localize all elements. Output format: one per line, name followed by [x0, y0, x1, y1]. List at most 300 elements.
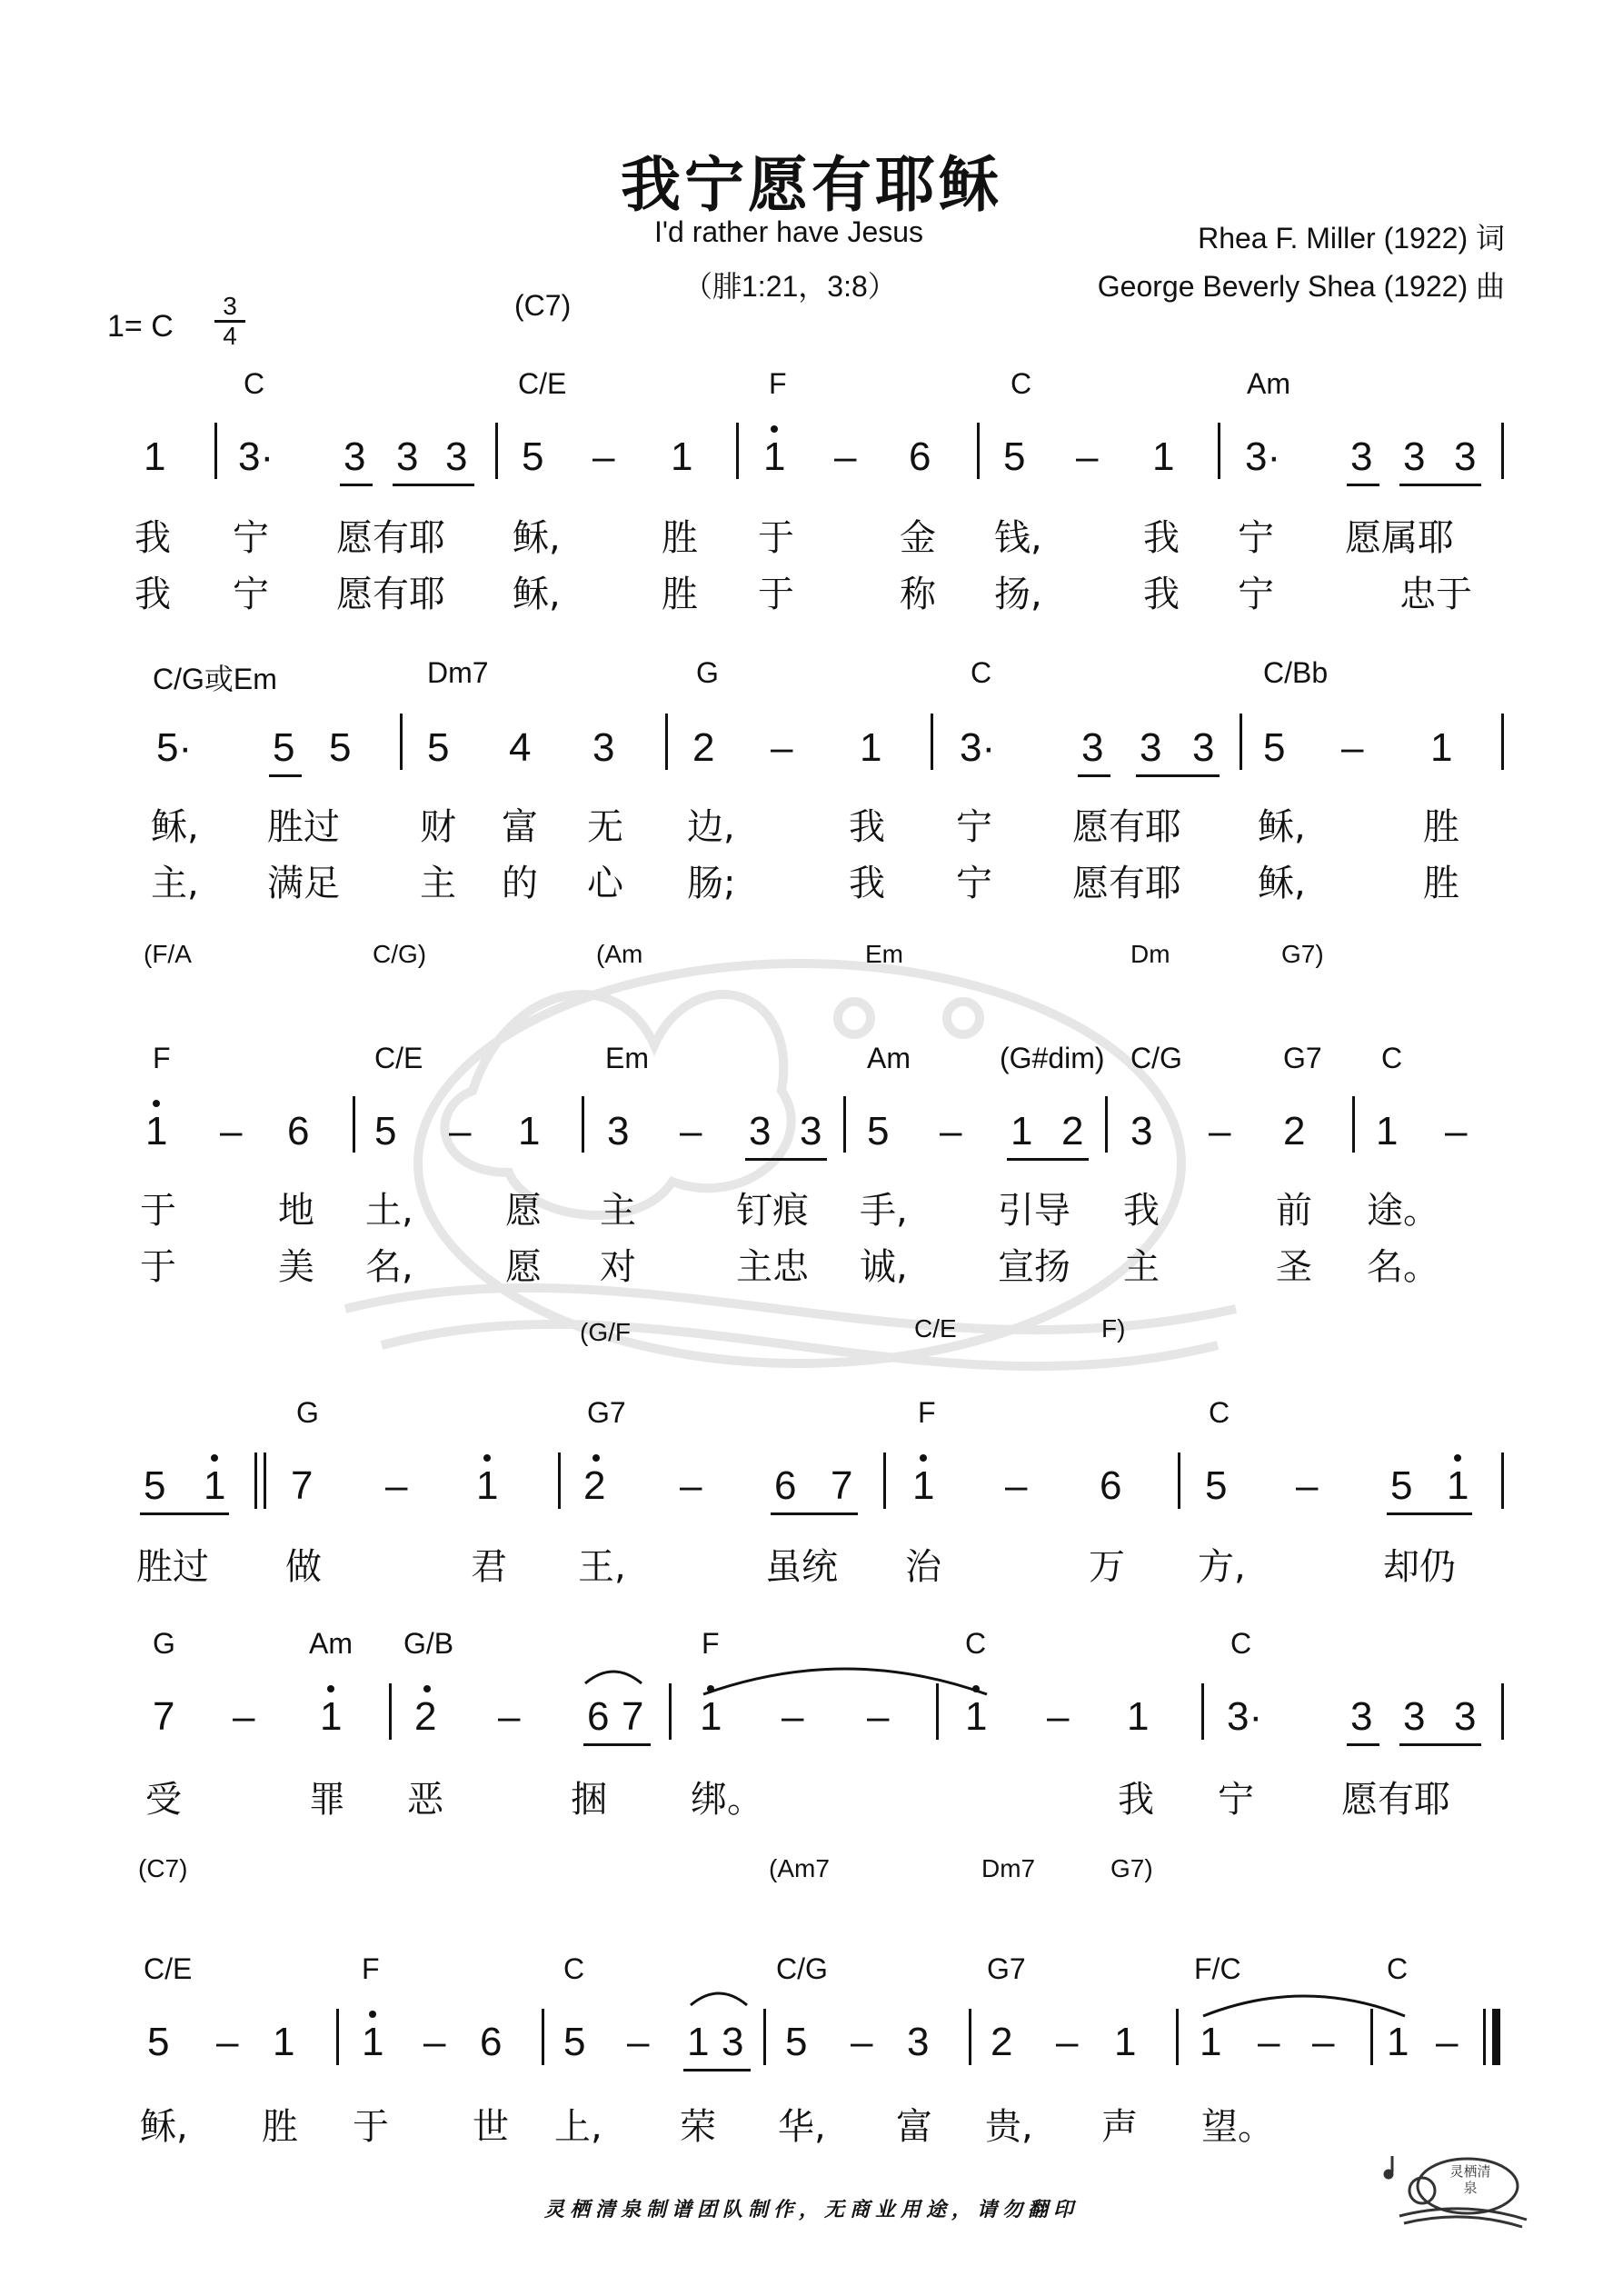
- chord: C: [244, 367, 265, 400]
- lyric: 宁: [956, 863, 992, 904]
- note: 1: [1430, 725, 1453, 770]
- chord: F: [702, 1627, 720, 1660]
- barline: [883, 1452, 886, 1509]
- note: 1: [763, 434, 786, 479]
- alt-chord: (Am: [596, 940, 643, 968]
- barline: [931, 714, 933, 770]
- note: 1: [204, 1463, 226, 1508]
- lyric: 土,: [365, 1190, 413, 1232]
- lyric: 主: [1123, 1246, 1160, 1288]
- barline: [1501, 1683, 1504, 1740]
- lyric: 稣,: [151, 806, 199, 848]
- note: 1: [1387, 2020, 1409, 2064]
- note: 5: [1003, 434, 1026, 479]
- lyric: 胜: [662, 517, 698, 559]
- note: 2: [414, 1694, 437, 1739]
- barline: [353, 1096, 355, 1153]
- chord: G: [296, 1396, 319, 1429]
- high-octave-dot: [327, 1685, 334, 1692]
- note: –: [449, 1109, 472, 1153]
- note: 3: [1403, 434, 1426, 479]
- note: –: [851, 2020, 873, 2064]
- note: 1: [700, 1694, 722, 1739]
- note: –: [498, 1694, 521, 1739]
- chord: C/Bb: [1263, 656, 1329, 689]
- barline: [542, 2009, 544, 2065]
- chord: G7: [987, 1952, 1026, 1985]
- note: 3: [1192, 725, 1215, 770]
- note: –: [627, 2020, 650, 2064]
- logo: [1381, 2136, 1536, 2236]
- underline: [1347, 484, 1379, 486]
- lyric: 胜过: [136, 1546, 209, 1588]
- note: 1: [1447, 1463, 1469, 1508]
- barline: [254, 1452, 257, 1509]
- note: 3: [592, 725, 615, 770]
- barline: [495, 423, 498, 479]
- lyric: 我: [1143, 517, 1180, 559]
- lyric: 名。: [1367, 1246, 1439, 1288]
- lyric: 主: [420, 863, 456, 904]
- lyric: 宁: [956, 806, 992, 848]
- lyric: 扬,: [994, 574, 1042, 615]
- lyric: 愿有耶: [1341, 1779, 1450, 1821]
- note: 2: [1283, 1109, 1306, 1153]
- note: 1: [320, 1694, 343, 1739]
- barline: [1240, 714, 1242, 770]
- note: 3·: [238, 434, 274, 479]
- underline: [1387, 1512, 1472, 1515]
- chord: Am: [1247, 367, 1290, 400]
- note: 5: [329, 725, 352, 770]
- lyric: 忠于: [1399, 574, 1472, 615]
- note: –: [1296, 1463, 1319, 1508]
- chord: C: [965, 1627, 987, 1660]
- lyric: 称: [900, 574, 936, 615]
- chord: F: [153, 1042, 171, 1074]
- lyric: 声: [1101, 2106, 1138, 2148]
- chord: Am: [867, 1042, 911, 1074]
- chord: C: [1230, 1627, 1252, 1660]
- chord: C: [1387, 1952, 1409, 1985]
- lyric: 财: [420, 806, 456, 848]
- lyric: 名,: [365, 1246, 413, 1288]
- underline: [1347, 1743, 1379, 1746]
- lyric: 世: [473, 2106, 509, 2148]
- note: 6: [480, 2020, 503, 2064]
- note: 3: [1350, 434, 1373, 479]
- note: –: [782, 1694, 804, 1739]
- note: –: [220, 1109, 243, 1153]
- barline: [1501, 423, 1504, 479]
- lyric: 稣,: [513, 574, 561, 615]
- note: 1: [362, 2020, 384, 2064]
- underline: [1399, 1743, 1481, 1746]
- chord: Em: [605, 1042, 649, 1074]
- barline: [389, 1683, 392, 1740]
- lyric: 对: [600, 1246, 636, 1288]
- barline: [1201, 1683, 1204, 1740]
- chord: F: [362, 1952, 380, 1985]
- note: 3·: [1245, 434, 1281, 479]
- lyric: 圣: [1276, 1246, 1312, 1288]
- note: –: [834, 434, 857, 479]
- lyric: 愿: [505, 1246, 542, 1288]
- alt-chord: (C7): [138, 1854, 188, 1882]
- lyric: 途。: [1367, 1190, 1439, 1232]
- underline: [1136, 774, 1220, 777]
- chord: G: [153, 1627, 175, 1660]
- key-signature: 1= C: [107, 309, 174, 344]
- alt-chord: C/G): [373, 940, 427, 968]
- lyric: 虽统: [765, 1546, 838, 1588]
- lyric: 于: [140, 1246, 176, 1288]
- lyric: 荣: [680, 2106, 716, 2148]
- alt-chord: F): [1101, 1314, 1126, 1343]
- lyric: 主忠: [736, 1246, 809, 1288]
- lyric: 治: [905, 1546, 941, 1588]
- slur: [687, 1982, 751, 2009]
- composer-credit: George Beverly Shea (1922) 曲: [1097, 270, 1505, 303]
- chord: C: [1011, 367, 1032, 400]
- note: 6: [909, 434, 931, 479]
- note: –: [1258, 2020, 1280, 2064]
- chord: (G#dim): [1000, 1042, 1105, 1074]
- note: 5: [563, 2020, 586, 2064]
- note: 3: [722, 2020, 744, 2064]
- note: 2: [583, 1463, 606, 1508]
- lyric: 前: [1276, 1190, 1312, 1232]
- lyric: 华,: [778, 2106, 826, 2148]
- high-octave-dot: [423, 1685, 431, 1692]
- chord: G/B: [403, 1627, 454, 1660]
- underline: [140, 1512, 229, 1515]
- note: –: [1005, 1463, 1028, 1508]
- note: 3: [1403, 1694, 1426, 1739]
- lyric: 胜: [1423, 863, 1459, 904]
- barline: [1501, 714, 1504, 770]
- chord: C/E: [518, 367, 567, 400]
- note: 1: [145, 1109, 168, 1153]
- chord: C/G: [776, 1952, 828, 1985]
- note: 6: [287, 1109, 310, 1153]
- lyric: 诚,: [860, 1246, 908, 1288]
- barline: [1370, 2009, 1373, 2065]
- lyric: 胜: [662, 574, 698, 615]
- lyric: 宁: [1218, 1779, 1254, 1821]
- note: 1: [1152, 434, 1175, 479]
- note: 3: [1454, 434, 1477, 479]
- lyric: 主,: [151, 863, 199, 904]
- note: –: [1209, 1109, 1231, 1153]
- alt-chord: Dm: [1130, 940, 1170, 968]
- lyric: 胜过: [267, 806, 340, 848]
- final-barline-thick: [1492, 2009, 1500, 2065]
- lyric: 富: [896, 2106, 932, 2148]
- lyric: 胜: [1423, 806, 1459, 848]
- high-octave-dot: [153, 1100, 160, 1107]
- lyric: 于: [353, 2106, 389, 2148]
- slur: [582, 1660, 645, 1687]
- note: 5: [522, 434, 544, 479]
- lyric: 于: [758, 517, 794, 559]
- lyric: 君: [471, 1546, 507, 1588]
- lyric: 满足: [267, 863, 340, 904]
- note: –: [1047, 1694, 1070, 1739]
- note: 7: [622, 1694, 644, 1739]
- lyric: 愿有耶: [336, 517, 445, 559]
- note: 5: [785, 2020, 808, 2064]
- underline: [1399, 484, 1481, 486]
- lyric: 稣,: [1258, 806, 1306, 848]
- underline: [745, 1158, 827, 1161]
- lyric: 宁: [1238, 517, 1274, 559]
- chord: C: [971, 656, 992, 689]
- note: –: [1076, 434, 1099, 479]
- note: 3: [1140, 725, 1162, 770]
- note: 1: [687, 2020, 710, 2064]
- note: –: [423, 2020, 446, 2064]
- lyric: 引导: [998, 1190, 1070, 1232]
- lyric: 于: [140, 1190, 176, 1232]
- note: 6: [587, 1694, 610, 1739]
- note: 7: [153, 1694, 175, 1739]
- barline: [936, 1683, 939, 1740]
- chord: C: [1209, 1396, 1230, 1429]
- barline: [1176, 2009, 1179, 2065]
- note: 1: [476, 1463, 499, 1508]
- note: 4: [509, 725, 532, 770]
- note: 3: [1350, 1694, 1373, 1739]
- note: 1: [671, 434, 693, 479]
- logo-text: 灵栖清泉: [1449, 2163, 1491, 2196]
- lyric: 于: [758, 574, 794, 615]
- lyric: 愿: [505, 1190, 542, 1232]
- underline: [683, 2069, 751, 2071]
- note: 3·: [960, 725, 996, 770]
- barline: [1178, 1452, 1180, 1509]
- footer-notice: 灵栖清泉制谱团队制作，无商业用途，请勿翻印: [543, 2198, 1079, 2221]
- lyric: 恶: [407, 1779, 443, 1821]
- barline: [1105, 1096, 1108, 1153]
- high-octave-dot: [592, 1454, 600, 1462]
- alt-chord: Dm7: [981, 1854, 1036, 1882]
- note: –: [592, 434, 615, 479]
- chord: F: [918, 1396, 936, 1429]
- final-barline-thin: [1483, 2009, 1486, 2065]
- note: –: [771, 725, 793, 770]
- note: –: [385, 1463, 408, 1508]
- lyric: 我: [134, 574, 171, 615]
- barline: [1352, 1096, 1355, 1153]
- note: –: [1436, 2020, 1459, 2064]
- time-signature: [214, 293, 245, 350]
- note: 5: [1390, 1463, 1413, 1508]
- note: 1: [1011, 1109, 1033, 1153]
- note: 3: [607, 1109, 630, 1153]
- note: –: [1445, 1109, 1468, 1153]
- note: 6: [1100, 1463, 1122, 1508]
- lyric: 我: [134, 517, 171, 559]
- underline: [340, 484, 373, 486]
- underline: [269, 774, 302, 777]
- alt-chord: (Am7: [769, 1854, 830, 1882]
- note: 5: [144, 1463, 166, 1508]
- alt-chord: Em: [865, 940, 903, 968]
- lyric: 美: [278, 1246, 314, 1288]
- alt-chord: G7): [1281, 940, 1324, 968]
- lyric: 无: [587, 806, 623, 848]
- high-octave-dot: [920, 1454, 927, 1462]
- lyric: 宁: [1238, 574, 1274, 615]
- lyric: 手,: [860, 1190, 908, 1232]
- alt-chord: (C7): [514, 289, 572, 322]
- time-signature-bottom: 4: [223, 322, 237, 350]
- lyric: 宣扬: [998, 1246, 1070, 1288]
- chord: C: [1381, 1042, 1403, 1074]
- lyric: 我: [849, 863, 885, 904]
- note: 3: [749, 1109, 772, 1153]
- note: –: [233, 1694, 255, 1739]
- note: 5·: [156, 725, 193, 770]
- lyric: 边,: [687, 806, 735, 848]
- high-octave-dot: [972, 1685, 980, 1692]
- lyric: 愿有耶: [1072, 806, 1181, 848]
- underline: [1078, 774, 1110, 777]
- lyric: 稣,: [513, 517, 561, 559]
- note: 6: [774, 1463, 797, 1508]
- chord: G7: [587, 1396, 626, 1429]
- high-octave-dot: [707, 1685, 714, 1692]
- lyric: 钱,: [994, 517, 1042, 559]
- alt-chord: (F/A: [144, 940, 192, 968]
- note: 5: [374, 1109, 397, 1153]
- chord: G7: [1283, 1042, 1322, 1074]
- note: 1: [144, 434, 166, 479]
- note: 1: [1200, 2020, 1222, 2064]
- barline: [977, 423, 980, 479]
- note: 3: [344, 434, 366, 479]
- high-octave-dot: [1454, 1454, 1461, 1462]
- lyric: 愿有耶: [1072, 863, 1181, 904]
- scripture-reference: （腓1:21，3:8）: [683, 270, 897, 303]
- lyric: 受: [145, 1779, 182, 1821]
- high-octave-dot: [211, 1454, 218, 1462]
- note: 3: [396, 434, 419, 479]
- chord: G: [696, 656, 719, 689]
- english-subtitle: I'd rather have Jesus: [654, 215, 924, 248]
- lyric: 万: [1089, 1546, 1125, 1588]
- lyric: 捆: [571, 1779, 607, 1821]
- tie: [700, 1652, 991, 1698]
- high-octave-dot: [369, 2011, 376, 2018]
- barline: [843, 1096, 846, 1153]
- note: 7: [831, 1463, 853, 1508]
- note: 2: [991, 2020, 1013, 2064]
- lyric: 稣,: [1258, 863, 1306, 904]
- note: 7: [291, 1463, 314, 1508]
- lyric: 却仍: [1383, 1546, 1456, 1588]
- lyric: 望。: [1201, 2106, 1274, 2148]
- note: 3: [1454, 1694, 1477, 1739]
- note: 2: [692, 725, 715, 770]
- note: 3: [800, 1109, 822, 1153]
- note: 1: [1376, 1109, 1399, 1153]
- lyric: 我: [1123, 1190, 1160, 1232]
- lyric: 稣,: [140, 2106, 188, 2148]
- note: 2: [1061, 1109, 1084, 1153]
- lyric: 王,: [578, 1546, 626, 1588]
- lyric: 心: [587, 863, 623, 904]
- underline: [1007, 1158, 1089, 1161]
- barline: [264, 1452, 266, 1509]
- lyric: 贵,: [985, 2106, 1033, 2148]
- alt-chord: G7): [1110, 1854, 1153, 1882]
- lyric: 胜: [262, 2106, 298, 2148]
- lyricist-credit: Rhea F. Miller (1922) 词: [1198, 222, 1505, 255]
- chord: C/E: [374, 1042, 423, 1074]
- note: 3: [1130, 1109, 1153, 1153]
- chord: C/G或Em: [153, 663, 277, 695]
- barline: [736, 423, 739, 479]
- note: –: [940, 1109, 962, 1153]
- lyric: 我: [1118, 1779, 1154, 1821]
- underline: [393, 484, 474, 486]
- note: –: [1341, 725, 1364, 770]
- chord: C/E: [144, 1952, 193, 1985]
- lyric: 肠;: [687, 863, 736, 904]
- lyric: 罪: [309, 1779, 345, 1821]
- note: 5: [1263, 725, 1286, 770]
- alt-chord: C/E: [914, 1314, 957, 1343]
- chord: C: [563, 1952, 585, 1985]
- chord: F: [769, 367, 787, 400]
- note: –: [680, 1463, 702, 1508]
- note: 3: [907, 2020, 930, 2064]
- chord: C/G: [1130, 1042, 1182, 1074]
- lyric: 愿属耶: [1345, 517, 1454, 559]
- lyric: 我: [1143, 574, 1180, 615]
- tie: [1200, 1983, 1409, 2020]
- lyric: 地: [278, 1190, 314, 1232]
- barline: [763, 2009, 766, 2065]
- note: 5: [147, 2020, 170, 2064]
- lyric: 绑。: [691, 1779, 763, 1821]
- chord: F/C: [1194, 1952, 1241, 1985]
- note: –: [680, 1109, 702, 1153]
- barline: [1218, 423, 1220, 479]
- high-octave-dot: [771, 425, 778, 433]
- note: 1: [1114, 2020, 1137, 2064]
- barline: [582, 1096, 584, 1153]
- lyric: 做: [285, 1546, 322, 1588]
- lyric: 宁: [233, 574, 269, 615]
- barline: [669, 1683, 672, 1740]
- high-octave-dot: [483, 1454, 491, 1462]
- lyric: 宁: [233, 517, 269, 559]
- note: 5: [1205, 1463, 1228, 1508]
- barline: [665, 714, 668, 770]
- underline: [771, 1512, 858, 1515]
- barline: [400, 714, 403, 770]
- underline: [583, 1743, 651, 1746]
- note: 1: [912, 1463, 935, 1508]
- lyric: 主: [600, 1190, 636, 1232]
- lyric: 富: [502, 806, 538, 848]
- barline: [558, 1452, 561, 1509]
- lyric: 愿有耶: [336, 574, 445, 615]
- barline: [214, 423, 217, 479]
